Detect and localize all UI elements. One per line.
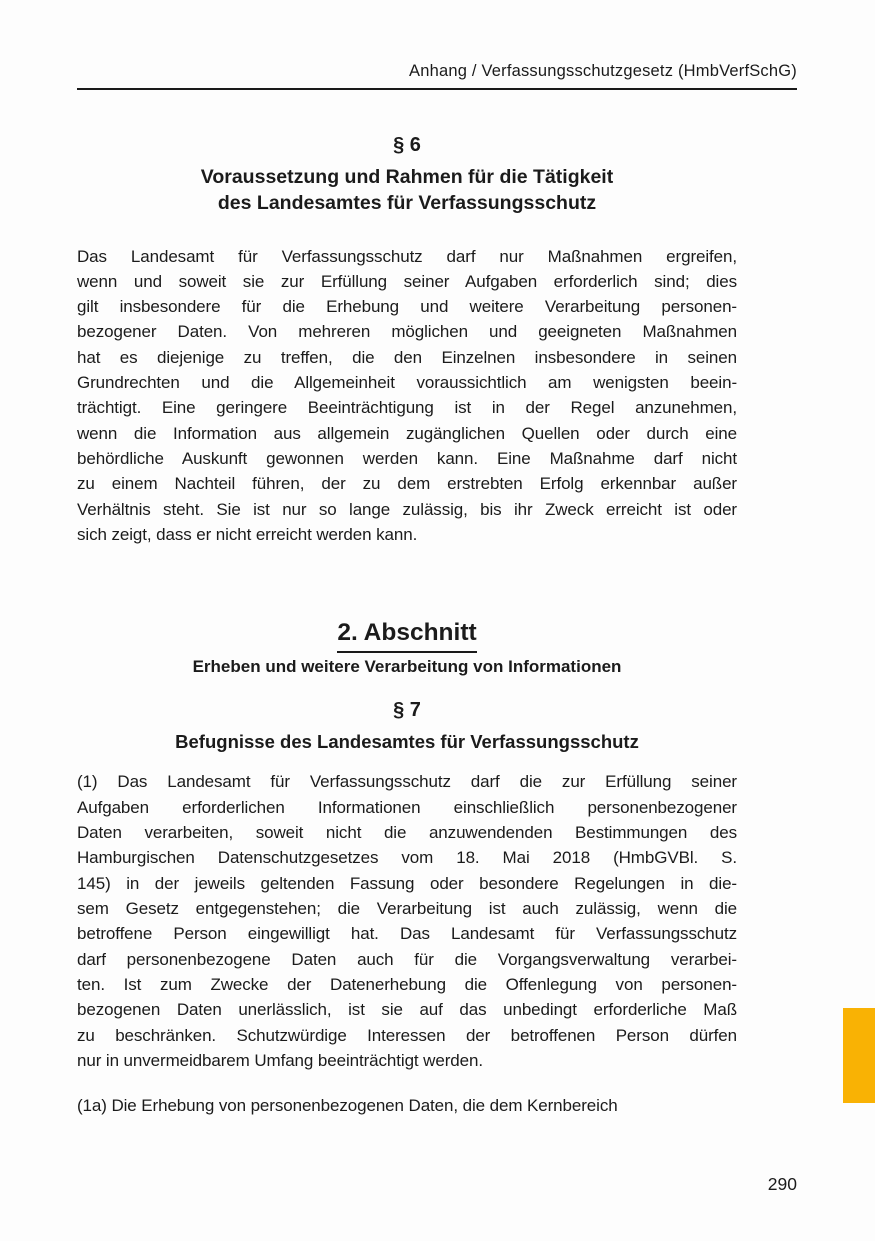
running-header: [77, 60, 797, 82]
text-line: 145) in der jeweils geltenden Fassung oder besondere Regelungen in die-: [77, 873, 737, 893]
text-line: nur in unvermeidbarem Umfang beeinträchtigt werden.: [77, 1051, 483, 1071]
text-line: Grundrechten und die Allgemeinheit voraussichtlich am wenigsten beein-: [77, 373, 737, 393]
section-7-paragraph-1a: [77, 1093, 737, 1118]
section-6-paragraph: [77, 244, 737, 548]
text-line: Voraussetzung und Rahmen für die Tätigkeit: [200, 165, 614, 188]
section-7-title: Befugnisse des Landesamtes für Verfassungsschutz: [175, 731, 639, 753]
text-line: wenn die Information aus allgemein zugänglichen Quellen oder durch eine: [77, 423, 737, 443]
text-line: Das Landesamt für Verfassungsschutz darf nur Maßnahmen ergreifen,: [77, 246, 737, 266]
page-number: 290: [767, 1174, 797, 1194]
text-line: Daten verarbeiten, soweit nicht die anzuwendenden Bestimmungen des: [77, 823, 737, 843]
text-line: ten. Ist zum Zwecke der Datenerhebung die Offenlegung von personen-: [77, 975, 737, 995]
text-line: zu beschränken. Schutzwürdige Interessen der betroffenen Person dürfen: [77, 1025, 737, 1045]
text-line: sem Gesetz entgegenstehen; die Verarbeitung ist auch zulässig, wenn die: [77, 899, 737, 919]
thumb-index-tab: [843, 1008, 875, 1103]
text-line: behördliche Auskunft gewonnen werden kann. Eine Maßnahme darf nicht: [77, 449, 737, 469]
abschnitt-2-subheading: Erheben und weitere Verarbeitung von Informationen: [192, 657, 622, 677]
text-line: betroffene Person eingewilligt hat. Das Landesamt für Verfassungsschutz: [77, 924, 737, 944]
abschnitt-2-heading-text: 2. Abschnitt: [337, 617, 476, 653]
section-6-title: [77, 164, 737, 216]
text-line: hat es diejenige zu treffen, die den Einzelnen insbesondere in seinen: [77, 347, 737, 367]
text-line: trächtigt. Eine geringere Beeinträchtigung ist in der Regel anzunehmen,: [77, 398, 737, 418]
text-line: (1a) Die Erhebung von personenbezogenen Daten, die dem Kernbereich: [77, 1096, 618, 1116]
text-line: Verhältnis steht. Sie ist nur so lange zulässig, bis ihr Zweck erreicht ist oder: [77, 499, 737, 519]
section-6-number: § 6: [393, 133, 421, 156]
text-line: zu einem Nachteil führen, der zu dem erstrebten Erfolg erkennbar außer: [77, 474, 737, 494]
text-line: sich zeigt, dass er nicht erreicht werden kann.: [77, 525, 418, 545]
text-line: darf personenbezogene Daten auch für die Vorgangsverwaltung verarbei-: [77, 949, 737, 969]
text-line: des Landesamtes für Verfassungsschutz: [217, 191, 597, 214]
text-line: Aufgaben erforderlichen Informationen einschließlich personenbezogener: [77, 797, 737, 817]
text-line: gilt insbesondere für die Erhebung und weitere Verarbeitung personen-: [77, 297, 737, 317]
header-rule: [77, 88, 797, 90]
section-7-paragraph-1: [77, 769, 737, 1073]
abschnitt-2-heading: [77, 617, 737, 653]
text-line: bezogener Daten. Von mehreren möglichen und geeigneten Maßnahmen: [77, 322, 737, 342]
running-header-title: Anhang / Verfassungsschutzgesetz (HmbVerfSchG): [409, 62, 797, 80]
text-line: wenn und soweit sie zur Erfüllung seiner Aufgaben erforderlich sind; dies: [77, 271, 737, 291]
text-line: (1) Das Landesamt für Verfassungsschutz darf die zur Erfüllung seiner: [77, 772, 737, 792]
text-line: Hamburgischen Datenschutzgesetzes vom 18. Mai 2018 (HmbGVBl. S.: [77, 848, 737, 868]
text-column: [77, 132, 737, 1119]
section-7-number: § 7: [393, 699, 421, 722]
text-line: bezogenen Daten unerlässlich, ist sie auf das unbedingt erforderliche Maß: [77, 1000, 737, 1020]
